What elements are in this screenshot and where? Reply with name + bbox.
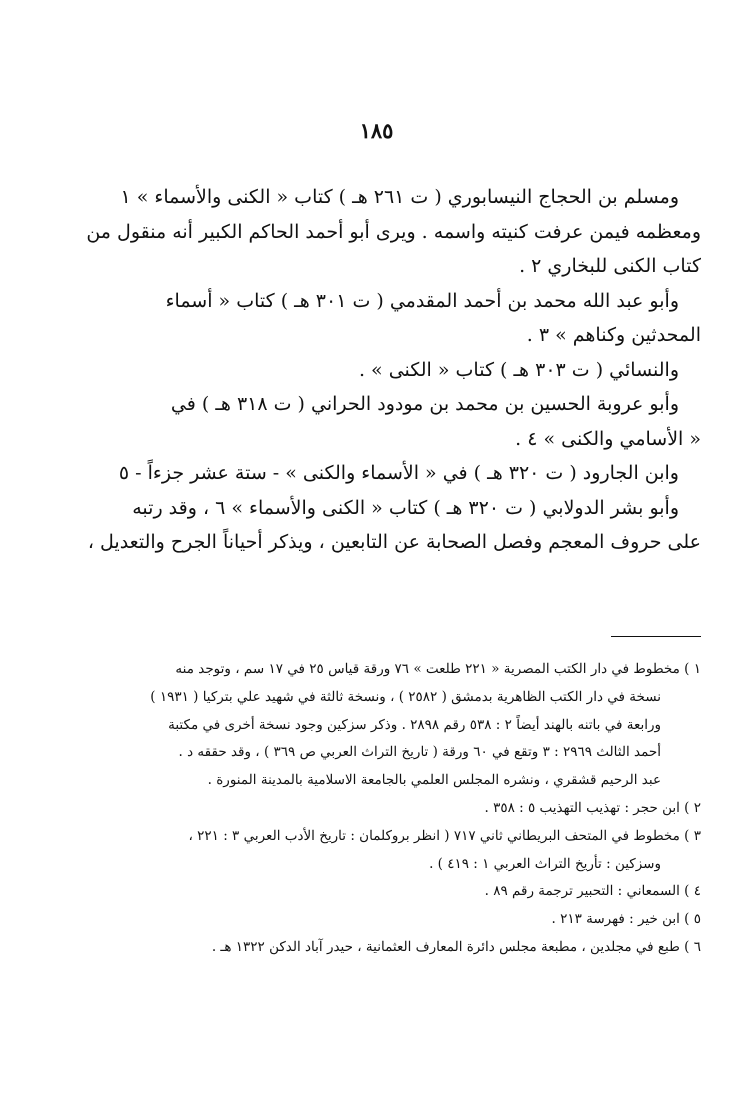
footnote-line: ٤ ) السمعاني : التحبير ترجمة رقم ٨٩ . [484,883,701,900]
text-line: وابن الجارود ( ت ٣٢٠ هـ ) في « الأسماء والكنى » - ستة عشر جزءاً - ٥ [118,462,679,484]
footnotes [61,656,701,962]
page-number: ١٨٥ [359,118,394,143]
footnote-line: وسزكين : تأريخ التراث العربي ١ : ٤١٩ ) . [429,855,661,872]
text-line: وأبو عروبة الحسين بن محمد بن مودود الحراني ( ت ٣١٨ هـ ) في [170,393,679,415]
footnote-line: ٦ ) طبع في مجلدين ، مطبعة مجلس دائرة المعارف العثمانية ، حيدر آباد الدكن ١٣٢٢ هـ . [211,938,701,955]
text-line: وأبو بشر الدولابي ( ت ٣٢٠ هـ ) كتاب « الكنى والأسماء » ٦ ، وقد رتبه [132,496,679,519]
footnote-line: ٣ ) مخطوط في المتحف البريطاني ثاني ٧١٧ ( انظر بروكلمان : تاريخ الأدب العربي ٣ : ٢٢١ ، [188,827,701,844]
text-line: ومسلم بن الحجاج النيسابوري ( ت ٢٦١ هـ ) كتاب « الكنى والأسماء » ١ [120,186,679,208]
footnote-line: ٢ ) ابن حجر : تهذيب التهذيب ٥ : ٣٥٨ . [484,799,701,816]
text-line: ومعظمه فيمن عرفت كنيته واسمه . ويرى أبو أحمد الحاكم الكبير أنه منقول من [86,220,701,243]
text-line: وأبو عبد الله محمد بن أحمد المقدمي ( ت ٣٠١ هـ ) كتاب « أسماء [165,289,679,312]
text-line: كتاب الكنى للبخاري ٢ . [519,255,701,277]
footnote-line: ٥ ) ابن خير : فهرسة ٢١٣ . [551,911,701,928]
main-text [61,180,701,560]
text-line: والنسائي ( ت ٣٠٣ هـ ) كتاب « الكنى » . [358,358,679,381]
text-line: المحدثين وكناهم » ٣ . [526,324,701,346]
footnote-line: نسخة في دار الكتب الظاهرية بدمشق ( ٢٥٨٢ ) ، ونسخة ثالثة في شهيد علي بتركيا ( ١٩٣١ ) [150,688,661,705]
footnote-line: أحمد الثالث ٢٩٦٩ : ٣ وتقع في ٦٠ ورقة ( تاريخ التراث العربي ص ٣٦٩ ) ، وقد حققه د . [178,744,661,761]
text-line: « الأسامي والكنى » ٤ . [515,427,701,450]
footnote-separator [611,636,701,637]
text-line: على حروف المعجم وفصل الصحابة عن التابعين ، ويذكر أحياناً الجرح والتعديل ، [87,531,701,553]
footnote-line: ١ ) مخطوط في دار الكتب المصرية « ٢٢١ طلعت » ٧٦ ورقة قياس ٢٥ في ١٧ سم ، وتوجد منه [175,661,701,677]
footnote-line: ورابعة في باتنه بالهند أيضاً ٢ : ٥٣٨ رقم ٢٨٩٨ . وذكر سزكين وجود نسخة أخرى في مكتبة [168,716,661,733]
footnote-line: عبد الرحيم قشقري ، ونشره المجلس العلمي بالجامعة الاسلامية بالمدينة المنورة . [207,772,661,789]
